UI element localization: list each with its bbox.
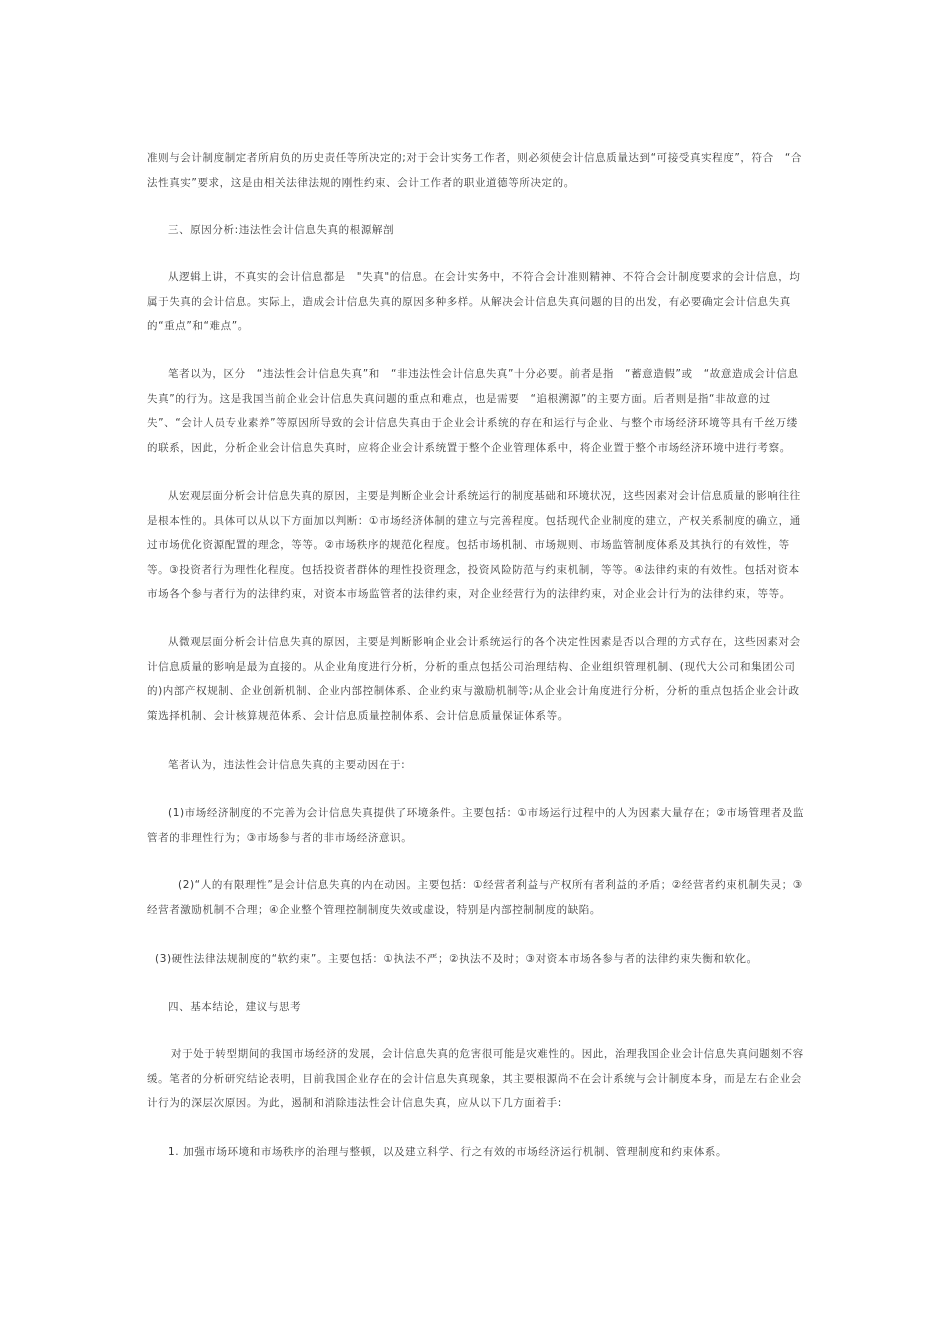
paragraph-cause-3: (3)硬性法律法规制度的“软约束”。主要包括：①执法不严；②执法不及时；③对资本市场各参与者的法律约束失衡和软化。 bbox=[155, 953, 758, 965]
paragraph-cause-1: (1)市场经济制度的不完善为会计信息失真提供了环境条件。主要包括：①市场运行过程中的人为因素大量存在；②市场管理者及监管者的非理性行为；③市场参与者的非市场经济意识。 bbox=[147, 807, 805, 844]
paragraph-logic: 从逻辑上讲，不真实的会计信息都是 "失真"的信息。在会计实务中，不符合会计准则精神、不符合会计制度要求的会计信息，均属于失真的会计信息。实际上，造成会计信息失真的原因多种多样。从解决会计信息失真问题的目的出发，有必要确定会计信息失真的“重点”和“难点”。 bbox=[147, 271, 801, 332]
section-heading-cause-analysis: 三、原因分析:违法性会计信息失真的根源解剖 bbox=[168, 224, 395, 236]
list-item-1: 1. 加强市场环境和市场秩序的治理与整顿，以及建立科学、行之有效的市场经济运行机制、管理制度和约束体系。 bbox=[168, 1146, 728, 1158]
paragraph-distinguish: 笔者以为，区分 “违法性会计信息失真”和 “非违法性会计信息失真”十分必要。前者是指 “蓄意造假”或 “故意造成会计信息失真”的行为。这是我国当前企业会计信息失真问题的重点和难点，也是需要 “追根溯源”的主要方面。后者则是指“非故意的过失”、“会计人员专业素养”等原因所导致的会计信息失真由于企业会计系统的存在和运行与企业、与整个市场经济环境等具有千丝万缕的联系，因此，分析企业会计信息失真时，应将企业会计系统置于整个企业管理体系中，将企业置于整个市场经济环境中进行考察。 bbox=[147, 368, 799, 454]
paragraph-micro-analysis: 从微观层面分析会计信息失真的原因，主要是判断影响企业会计系统运行的各个决定性因素是否以合理的方式存在，这些因素对会计信息质量的影响是最为直接的。从企业角度进行分析，分析的重点包括公司治理结构、企业组织管理机制、(现代大公司和集团公司的)内部产权规制、企业创新机制、企业内部控制体系、企业约束与激励机制等;从企业会计角度进行分析，分析的重点包括企业会计政策选择机制、会计核算规范体系、会计信息质量控制体系、会计信息质量保证体系等。 bbox=[147, 636, 801, 722]
paragraph-conclusion: 对于处于转型期间的我国市场经济的发展，会计信息失真的危害很可能是灾难性的。因此，治理我国企业会计信息失真问题刻不容缓。笔者的分析研究结论表明，目前我国企业存在的会计信息失真现象，其主要根源尚不在会计系统与会计制度本身，而是左右企业会计行为的深层次原因。为此，遏制和消除违法性会计信息失真，应从以下几方面着手: bbox=[147, 1048, 804, 1109]
paragraph-causes-intro: 笔者认为，违法性会计信息失真的主要动因在于: bbox=[168, 759, 406, 771]
paragraph-continuation: 准则与会计制度制定者所肩负的历史责任等所决定的;对于会计实务工作者，则必须使会计信息质量达到“可接受真实程度”，符合 “合法性真实”要求，这是由相关法律法规的刚性约束、会计工作者的职业道德等所决定的。 bbox=[147, 152, 802, 189]
paragraph-cause-2: (2)“人的有限理性”是会计信息失真的内在动因。主要包括：①经营者利益与产权所有者利益的矛盾；②经营者约束机制失灵；③经营者激励机制不合理；④企业整个管理控制制度失效或虚设，特别是内部控制制度的缺陷。 bbox=[147, 879, 803, 916]
section-heading-conclusions: 四、基本结论，建议与思考 bbox=[168, 1001, 302, 1013]
paragraph-macro-analysis: 从宏观层面分析会计信息失真的原因，主要是判断企业会计系统运行的制度基础和环境状况，这些因素对会计信息质量的影响往往是根本性的。具体可以从以下方面加以判断：①市场经济体制的建立与完善程度。包括现代企业制度的建立，产权关系制度的确立，通过市场优化资源配置的理念，等等。②市场秩序的规范化程度。包括市场机制、市场规则、市场监管制度体系及其执行的有效性，等等。③投资者行为理性化程度。包括投资者群体的理性投资理念，投资风险防范与约束机制，等等。④法律约束的有效性。包括对资本市场各个参与者行为的法律约束，对资本市场监管者的法律约束，对企业经营行为的法律约束，对企业会计行为的法律约束，等等。 bbox=[147, 490, 801, 600]
